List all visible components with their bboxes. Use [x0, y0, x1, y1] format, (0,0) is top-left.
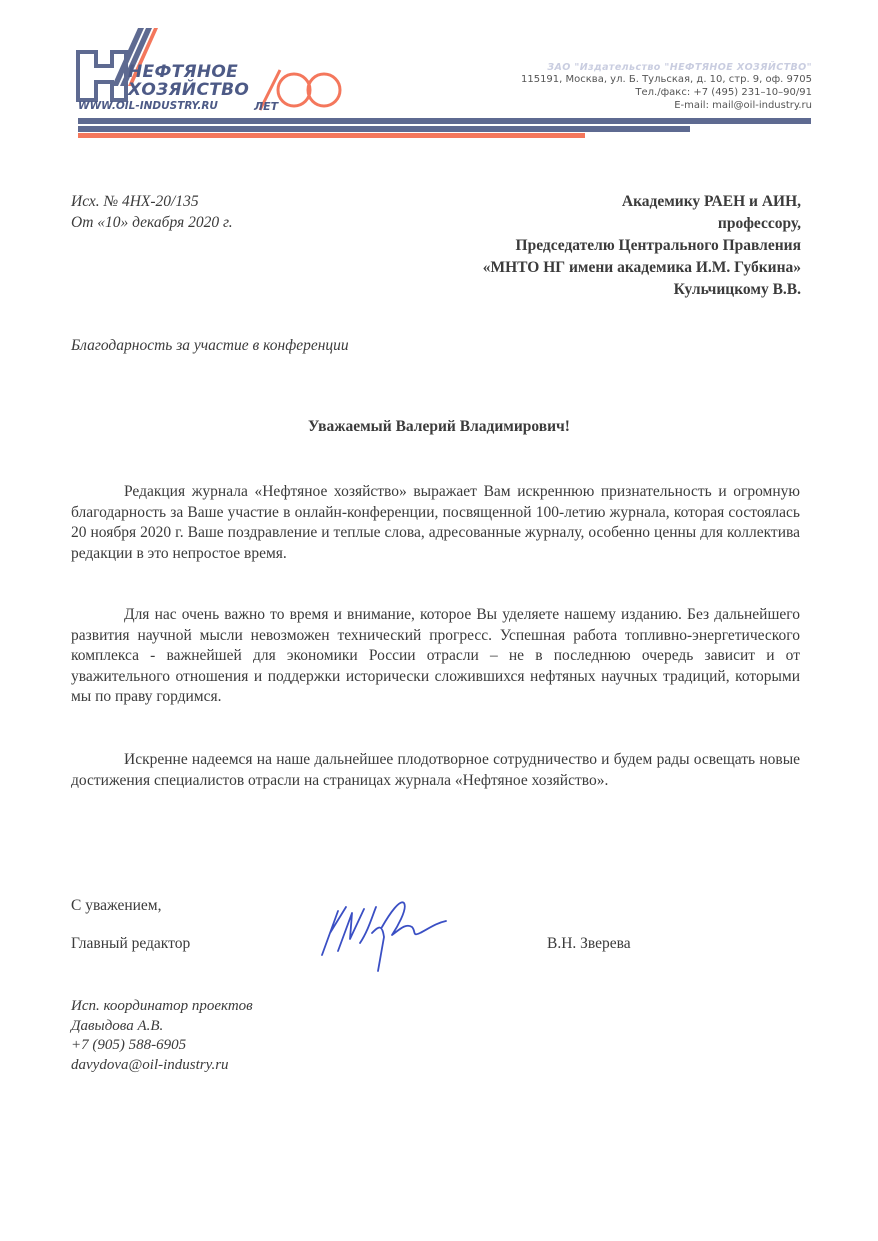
addressee-line: Академику РАЕН и АИН,: [621, 193, 801, 210]
letterhead-stripe-blue-2: [78, 126, 690, 132]
logo-title-line1: НЕФТЯНОЕ: [128, 62, 239, 82]
company-address: 115191, Москва, ул. Б. Тульская, д. 10, стр. 9, оф. 9705: [520, 74, 812, 85]
logo-anniversary-word: ЛЕТ: [254, 100, 279, 113]
body-paragraph: Для нас очень важно то время и внимание, которое Вы уделяете нашему изданию. Без дальнейшего развития научной мысли невозможен технический прогресс. Успешная работа топливно-энергетического комплекса - важнейшей для экономики России отрасли – не в последнюю очередь зависит и от уважительного отношения и поддержки исторически сложившихся нефтяных научных традиций, которыми мы по праву гордимся.: [71, 606, 800, 705]
body-paragraph: Редакция журнала «Нефтяное хозяйство» выражает Вам искреннюю признательность и огромную благодарность за Ваше участие в онлайн-конференции, посвященной 100-летию журнала, которая состоялась 20 ноября 2020 г. Ваше поздравление и теплые слова, адресованные журналу, особенно ценны для коллектива редакции в это непростое время.: [71, 483, 800, 562]
signer-position: Главный редактор: [71, 935, 191, 952]
addressee-line: Кульчицкому В.В.: [673, 281, 801, 298]
company-details: [521, 62, 812, 112]
addressee-line: «МНТО НГ имени академика И.М. Губкина»: [482, 259, 801, 276]
logo-title-line2: ХОЗЯЙСТВО: [128, 80, 250, 100]
addressee-line: Председателю Центрального Правления: [515, 237, 801, 254]
signer-name: В.Н. Зверева: [547, 935, 631, 952]
company-logo: [76, 26, 346, 116]
contact-email[interactable]: davydova@oil-industry.ru: [71, 1056, 229, 1073]
addressee-line: профессору,: [717, 215, 801, 232]
letter-subject: Благодарность за участие в конференции: [71, 337, 349, 354]
company-name: ЗАО "Издательство "НЕФТЯНОЕ ХОЗЯЙСТВО": [547, 62, 812, 73]
letterhead-stripe-orange: [78, 133, 585, 138]
body-paragraph: Искренне надеемся на наше дальнейшее плодотворное сотрудничество и будем рады освещать новые достижения специалистов отрасли на страницах журнала «Нефтяное хозяйство».: [71, 751, 800, 789]
salutation: Уважаемый Валерий Владимирович!: [308, 418, 570, 435]
closing-regards: С уважением,: [71, 897, 162, 914]
company-email: E-mail: mail@oil-industry.ru: [674, 100, 812, 111]
logo-url: WWW.OIL-INDUSTRY.RU: [78, 100, 218, 112]
contact-role: Исп. координатор проектов: [71, 998, 253, 1014]
company-phone: Тел./факс: +7 (495) 231–10–90/91: [635, 87, 812, 98]
reference-date: От «10» декабря 2020 г.: [71, 214, 233, 231]
executor-contact: [71, 997, 253, 1075]
handwritten-signature-icon: [316, 893, 456, 973]
reference-number: Исх. № 4НХ-20/135: [71, 193, 199, 210]
contact-name: Давыдова А.В.: [71, 1017, 164, 1034]
outgoing-reference: [71, 191, 233, 233]
letterhead-stripe-blue-1: [78, 118, 811, 124]
addressee-block: [483, 191, 801, 301]
contact-phone: +7 (905) 588-6905: [71, 1037, 187, 1053]
